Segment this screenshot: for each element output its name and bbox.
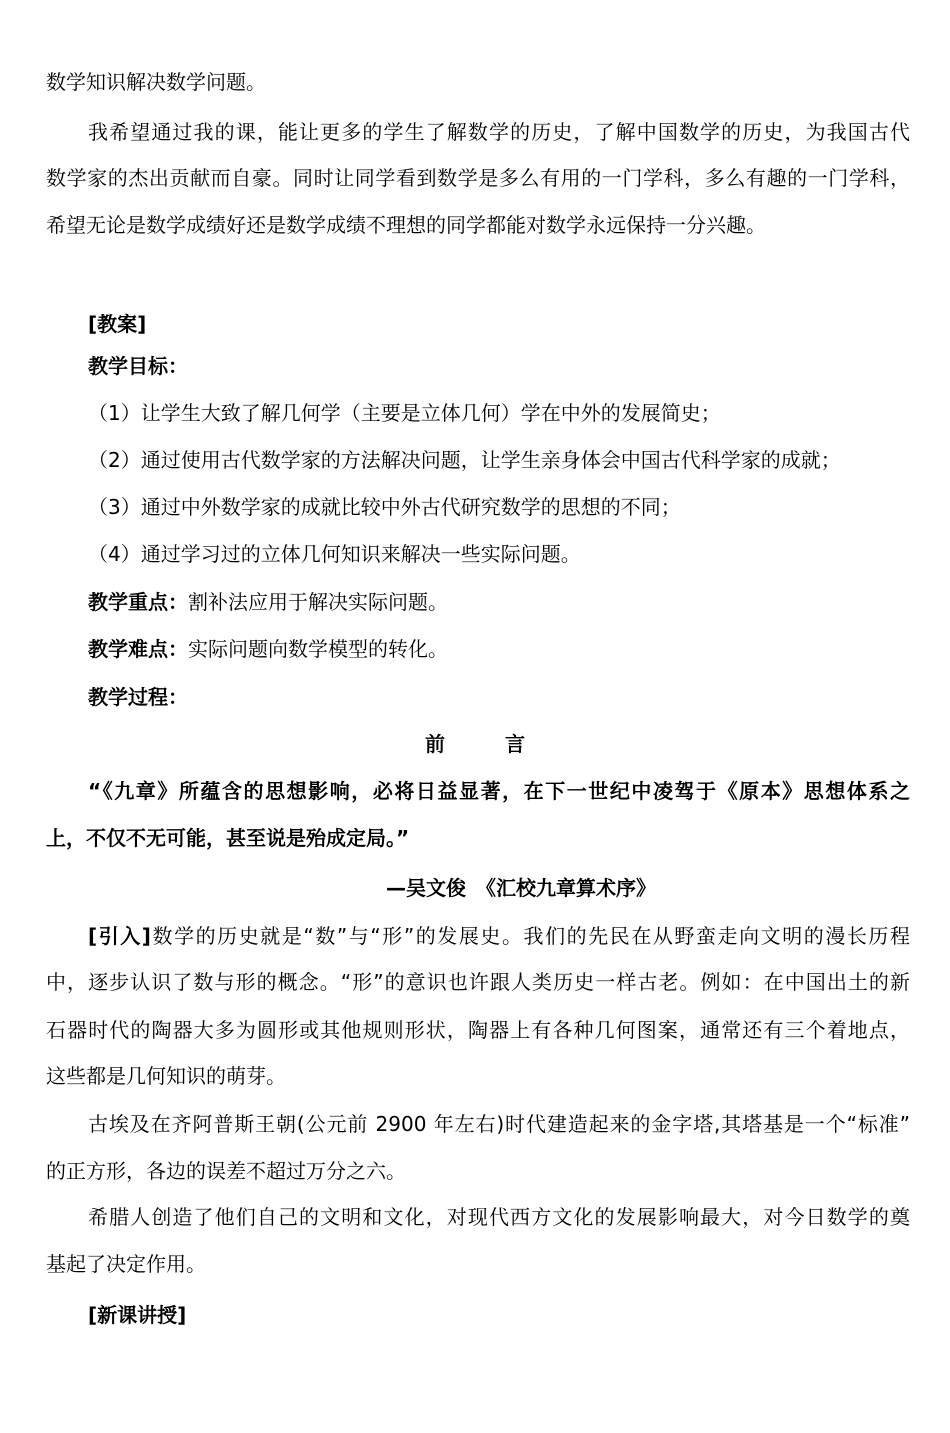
section-heading-jiaoan: [教案] [88, 312, 147, 336]
paragraph-line: 我希望通过我的课，能让更多的学生了解数学的历史，了解中国数学的历史，为我国古代 [88, 120, 910, 144]
difficult-point-text: 实际问题向数学模型的转化。 [188, 637, 448, 661]
intro-line: 这些都是几何知识的萌芽。 [46, 1064, 286, 1088]
key-point-text: 割补法应用于解决实际问题。 [188, 590, 448, 614]
objective-item: （2）通过使用古代数学家的方法解决问题，让学生亲身体会中国古代科学家的成就； [88, 448, 841, 472]
preface-title: 前 言 [425, 732, 525, 756]
difficult-point [88, 635, 448, 663]
egypt-line: 古埃及在齐阿普斯王朝(公元前 2900 年左右)时代建造起来的金字塔,其塔基是一个“标准” [88, 1112, 910, 1136]
paragraph-line: 数学家的杰出贡献而自豪。同时让同学看到数学是多么有用的一门学科，多么有趣的一门学科， [46, 166, 910, 190]
preface-quote-line: 上，不仅不无可能，甚至说是殆成定局。” [46, 826, 410, 850]
objective-item: （1）让学生大致了解几何学（主要是立体几何）学在中外的发展简史； [88, 401, 721, 425]
intro-line [46, 922, 910, 950]
section-heading-new-lesson: [新课讲授] [88, 1303, 187, 1327]
objective-item: （4）通过学习过的立体几何知识来解决一些实际问题。 [88, 542, 581, 566]
greece-line: 基起了决定作用。 [46, 1252, 206, 1276]
process-heading: 教学过程： [88, 685, 188, 709]
egypt-line: 的正方形，各边的误差不超过万分之六。 [46, 1159, 406, 1183]
objectives-heading: 教学目标： [88, 354, 188, 378]
intro-text: 数学的历史就是“数”与“形”的发展史。我们的先民在从野蛮走向文明的漫长历程 [150, 924, 910, 948]
intro-line: 石器时代的陶器大多为圆形或其他规则形状，陶器上有各种几何图案，通常还有三个着地点， [46, 1018, 910, 1042]
key-point-label: 教学重点： [88, 590, 188, 614]
paragraph-line: 希望无论是数学成绩好还是数学成绩不理想的同学都能对数学永远保持一分兴趣。 [46, 213, 766, 237]
greece-line: 希腊人创造了他们自己的文明和文化，对现代西方文化的发展影响最大，对今日数学的奠 [88, 1205, 910, 1229]
paragraph-line: 数学知识解决数学问题。 [46, 70, 266, 94]
key-point [88, 588, 448, 616]
preface-quote-line: “《九章》所蕴含的思想影响，必将日益显著，在下一世纪中凌驾于《原本》思想体系之 [88, 779, 910, 803]
difficult-point-label: 教学难点： [88, 637, 188, 661]
preface-attribution: —吴文俊 《汇校九章算术序》 [386, 876, 656, 900]
intro-label: [引入] [88, 924, 151, 948]
intro-line: 中，逐步认识了数与形的概念。“形”的意识也许跟人类历史一样古老。例如：在中国出土的新 [46, 970, 910, 994]
objective-item: （3）通过中外数学家的成就比较中外古代研究数学的思想的不同； [88, 495, 681, 519]
